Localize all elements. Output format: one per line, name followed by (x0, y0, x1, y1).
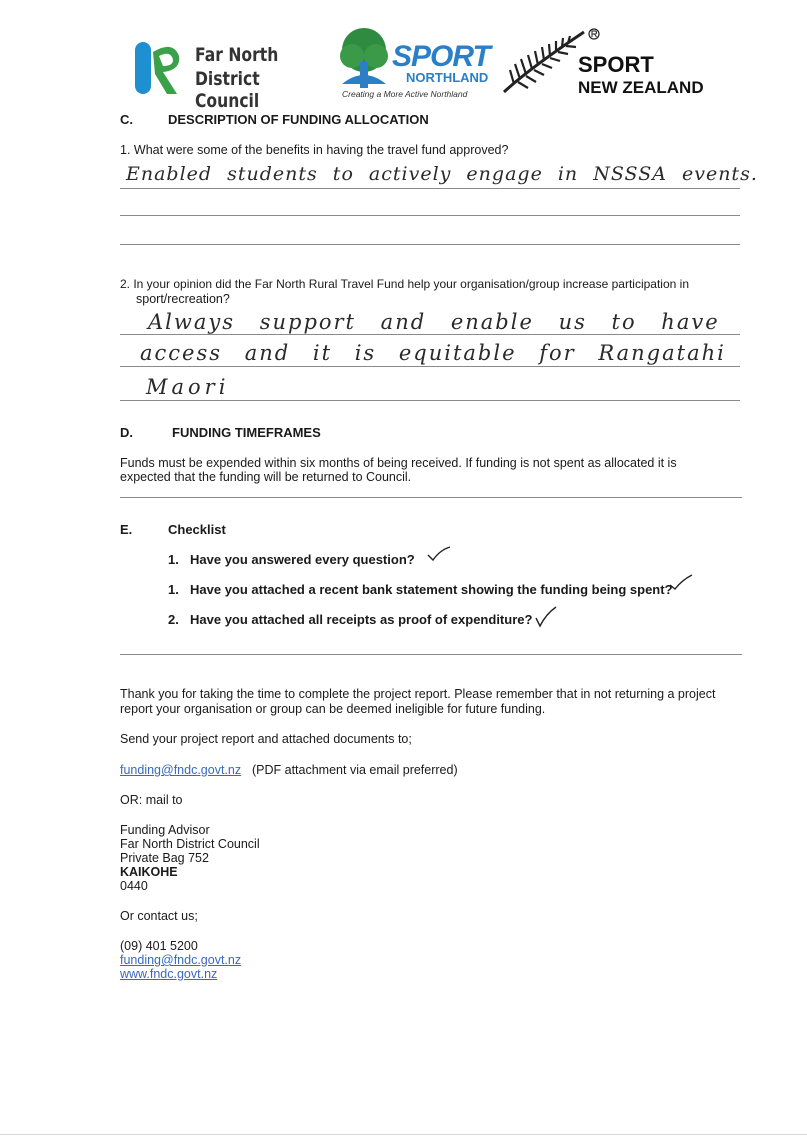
address-line-2: Far North District Council (120, 837, 260, 851)
address-city: KAIKOHE (120, 865, 178, 879)
tree-icon (338, 26, 390, 90)
timeframe-line-2: expected that the funding will be returned to Council. (120, 470, 412, 484)
checklist-item-1-text: Have you answered every question? (190, 552, 415, 567)
contact-email-link[interactable]: funding@fndc.govt.nz (120, 953, 242, 967)
section-d-letter: D. (120, 425, 133, 440)
email-link[interactable]: funding@fndc.govt.nz (120, 763, 242, 777)
checklist-item-3-num: 2. (168, 612, 179, 627)
answer-2-line-3: Maori (146, 375, 230, 399)
checklist-item-3-text: Have you attached all receipts as proof of expenditure? (190, 612, 533, 627)
address-line-1: Funding Advisor (120, 823, 210, 837)
answer-2-line-1: Always support and enable us to have (148, 310, 720, 334)
checklist-item-2-text: Have you attached a recent bank statement showing the funding being spent? (190, 582, 673, 597)
question-2-line-2: sport/recreation? (136, 292, 230, 306)
checkmark-icon (534, 606, 558, 628)
question-2-line-1: 2. In your opinion did the Far North Rural Travel Fund help your organisation/group increase participation in (120, 277, 689, 291)
section-e-rule (120, 654, 742, 655)
phone-number: (09) 401 5200 (120, 939, 198, 953)
registered-mark-icon (588, 28, 600, 40)
address-line-3: Private Bag 752 (120, 851, 209, 865)
sport-northland-logo (336, 26, 490, 102)
fndc-name-line2: District Council (195, 68, 260, 112)
website-link[interactable]: www.fndc.govt.nz (120, 967, 218, 981)
answer-2-rule-2 (120, 366, 740, 367)
question-1: 1. What were some of the benefits in having the travel fund approved? (120, 143, 509, 157)
answer-1-line-1: Enabled students to actively engage in NSSSA events. (126, 163, 758, 185)
section-c-letter: C. (120, 112, 133, 127)
fndc-logo (133, 40, 313, 112)
sport-nz-logo (500, 28, 705, 100)
answer-2-line-2: access and it is equitable for Rangatahi (140, 341, 726, 365)
sport-northland-tagline: Creating a More Active Northland (342, 89, 468, 99)
sport-nz-line2: NEW ZEALAND (578, 78, 704, 97)
answer-1-rule-2 (120, 215, 740, 216)
section-e-title: Checklist (168, 522, 226, 537)
section-d-title: FUNDING TIMEFRAMES (172, 425, 321, 440)
fndc-name-line1: Far North (195, 44, 279, 66)
contact-label: Or contact us; (120, 909, 198, 923)
silver-fern-icon (500, 28, 586, 96)
address-postcode: 0440 (120, 879, 148, 893)
sport-northland-sub: NORTHLAND (406, 70, 489, 85)
section-e-letter: E. (120, 522, 133, 537)
answer-1-rule-1 (120, 188, 740, 189)
checklist-item-1-num: 1. (168, 552, 179, 567)
section-d-rule (120, 497, 742, 498)
or-mail-label: OR: mail to (120, 793, 183, 807)
page-bottom-rule (0, 1134, 807, 1135)
send-instruction: Send your project report and attached documents to; (120, 732, 412, 746)
section-c-title: DESCRIPTION OF FUNDING ALLOCATION (168, 112, 429, 127)
timeframe-line-1: Funds must be expended within six months of being received. If funding is not spent as allocated it is (120, 456, 677, 470)
sport-northland-name: SPORT (392, 40, 490, 73)
fndc-logo-mark (133, 40, 185, 98)
answer-2-rule-1 (120, 334, 740, 335)
thanks-line-1: Thank you for taking the time to complete the project report. Please remember that in not returning a project (120, 687, 716, 701)
checkmark-icon (668, 574, 694, 592)
checkmark-icon (426, 546, 452, 562)
thanks-line-2: report your organisation or group can be deemed ineligible for future funding. (120, 702, 546, 716)
answer-1-rule-3 (120, 244, 740, 245)
email-note: (PDF attachment via email preferred) (252, 763, 458, 777)
sport-nz-line1: SPORT (578, 52, 654, 77)
checklist-item-2-num: 1. (168, 582, 179, 597)
answer-2-rule-3 (120, 400, 740, 401)
